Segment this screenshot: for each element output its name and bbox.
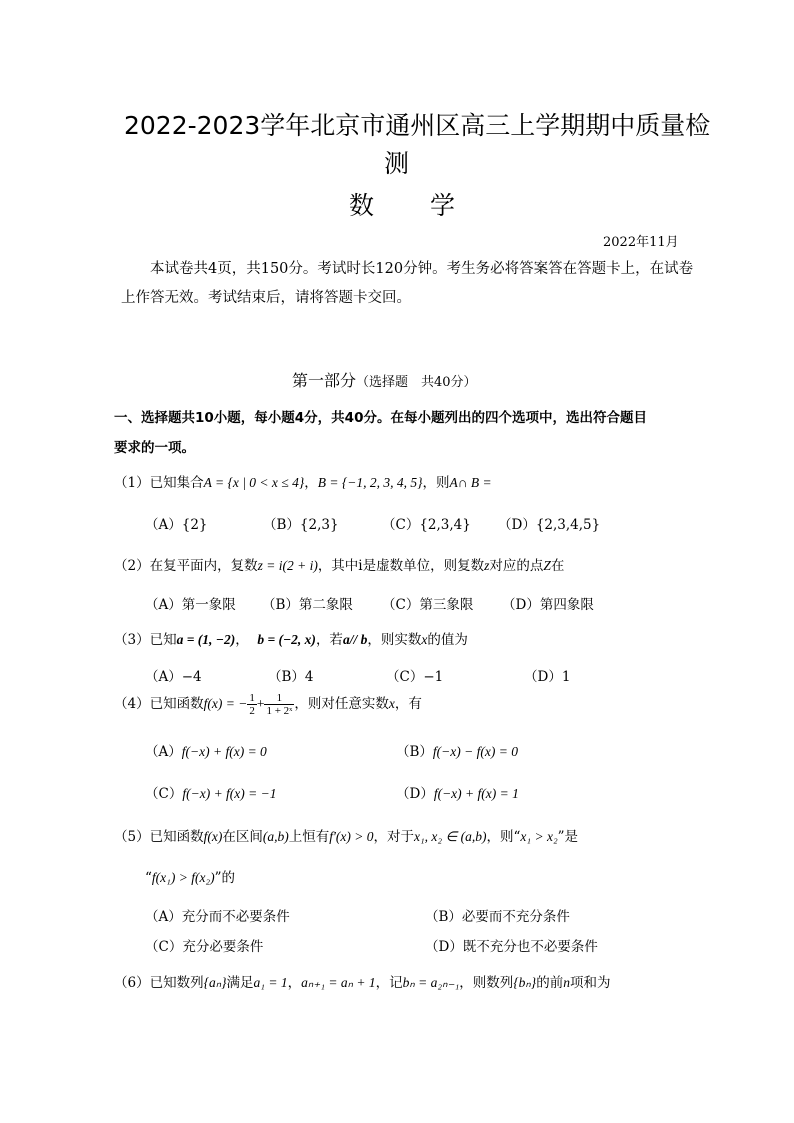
q4-option-d[interactable] [396,782,519,802]
q5-text-mid5: ”是 [557,829,579,845]
exam-title-line1: 2022-2023学年北京市通州区高三上学期期中质量检 [124,111,711,140]
q1-option-d[interactable]: （D）{2,3,4,5} [498,517,601,533]
q5-derivative: f′(x) > 0 [329,829,374,844]
q6-bn-def: bₙ = a₂ₙ₋₁ [402,975,460,990]
q5-text-mid3: ，对于 [373,829,414,845]
q4-option-b[interactable] [396,740,518,760]
q1-comma: ， [304,475,318,491]
q2-text-pre: 在复平面内，复数 [149,558,258,574]
q5-option-d[interactable]: （D）既不充分也不必要条件 [425,939,598,955]
q6-sequence-a: {aₙ} [203,975,227,990]
q2-option-b[interactable]: （B）第二象限 [262,597,353,613]
q1-text-post: ，则 [422,475,450,491]
q3-text-post: 的值为 [427,632,468,648]
q2-option-d[interactable]: （D）第四象限 [502,597,594,613]
q3-option-a[interactable]: （A）−4 [145,669,202,685]
q3-vector-a: a = (1, −2) [176,632,236,647]
q4-option-a[interactable] [145,740,267,760]
q4-option-a-label: （A） [145,744,182,760]
q2-z-def: z = i(2 + i) [257,558,318,573]
q4-x-var: x [388,696,395,711]
q5-line2-pre: “ [145,870,152,886]
q3-option-d[interactable]: （D）1 [524,669,571,685]
q3-parallel: a// b [342,632,368,647]
question-5 [114,825,578,845]
q3-text-mid2: ，则实数 [367,632,422,648]
q3-option-b[interactable]: （B）4 [268,669,314,685]
q6-text-mid2: ，记 [375,975,403,991]
q6-sequence-b: {bₙ} [513,975,537,990]
q3-x-var: x [421,632,428,647]
q5-option-b[interactable]: （B）必要而不充分条件 [425,909,570,925]
q4-fraction-1 [247,692,257,717]
q1-number: （1） [114,475,150,491]
q2-text-mid2: 对应的点 [489,558,544,574]
q4-fraction-1-num: 1 [249,692,255,704]
q4-text-post2: ，有 [394,696,422,712]
q5-xs: x₁, x₂ ∈ (a,b) [414,829,487,844]
part1-note: （选择题 共40分） [356,375,477,390]
exam-date: 2022年11月 [603,235,679,250]
q6-text-mid4: 的前 [536,975,564,991]
q4-fraction-1-den: 2 [249,705,255,717]
q6-sep: ， [287,975,302,991]
q1-set-b: B = {−1, 2, 3, 4, 5} [317,475,423,490]
q5-condition-1: x₁ > x₂ [520,829,558,844]
question-5-line2 [145,866,235,886]
exam-title-line2: 测 [384,149,410,178]
q1-set-a: A = {x | 0 < x ≤ 4} [203,475,305,490]
question-2 [114,554,564,574]
q3-number: （3） [114,632,150,648]
q6-recurrence: aₙ₊₁ = aₙ + 1 [301,975,376,990]
q5-text-pre: 已知函数 [149,829,204,845]
q4-option-c-expr: f(−x) + f(x) = −1 [182,786,277,801]
q4-option-b-expr: f(−x) − f(x) = 0 [432,744,518,759]
q6-text-mid3: ，则数列 [459,975,514,991]
part1-heading [292,368,477,391]
section1-line1: 一、选择题共10小题，每小题4分，共40分。在每小题列出的四个选项中，选出符合题目 [114,410,647,426]
intro-line2: 上作答无效。考试结束后，请将答题卡交回。 [121,290,411,306]
q5-interval: (a,b) [262,829,289,844]
q6-text-mid: 满足 [226,975,254,991]
q4-function: f(x) = − [203,696,248,711]
q4-option-c[interactable] [145,782,277,802]
question-3 [114,628,468,648]
q4-option-a-expr: f(−x) + f(x) = 0 [181,744,267,759]
q4-option-d-expr: f(−x) + f(x) = 1 [433,786,519,801]
q5-fx: f(x) [203,829,223,844]
q4-fraction-2 [264,692,294,717]
q3-text-pre: 已知 [149,632,177,648]
q3-option-c[interactable]: （C）−1 [386,669,444,685]
q4-fraction-2-den: 1 + 2ˣ [266,705,293,717]
q5-option-a[interactable]: （A）充分而不必要条件 [145,909,290,925]
q4-number: （4） [114,696,150,712]
q5-number: （5） [114,829,150,845]
q4-fraction-2-num: 1 [264,692,294,705]
q6-text-post: 项和为 [569,975,611,991]
q5-line2-post: ”的 [214,870,236,886]
question-4 [114,692,422,717]
q1-expression: A∩ B = [449,475,492,490]
q3-vector-b: b = (−2, x) [257,632,316,647]
q1-option-b[interactable]: （B）{2,3} [263,517,339,533]
q2-option-c[interactable]: （C）第三象限 [382,597,474,613]
q4-plus: + [256,696,265,711]
q4-option-b-label: （B） [396,744,433,760]
q2-text-post: 在 [550,558,565,574]
q3-text-mid: ，若 [315,632,343,648]
q4-text-pre: 已知函数 [149,696,204,712]
q2-text-mid: ，其中i是虚数单位，则复数 [317,558,485,574]
q3-sep: ， [235,632,249,648]
q4-text-post: ，则对任意实数 [294,696,389,712]
section1-line2: 要求的一项。 [114,440,195,456]
subject-title: 数 学 [349,191,458,220]
q4-option-d-label: （D） [396,786,434,802]
q2-z-var: z [484,558,490,573]
q6-n-var: n [563,975,570,990]
q5-text-mid2: 上恒有 [288,829,330,845]
q4-option-c-label: （C） [145,786,183,802]
q1-option-c[interactable]: （C）{2,3,4} [382,517,471,533]
q2-option-a[interactable]: （A）第一象限 [145,597,236,613]
q2-number: （2） [114,558,150,574]
q5-text-mid: 在区间 [222,829,263,845]
part1-title: 第一部分 [292,371,357,390]
q1-option-a[interactable]: （A）{2} [145,517,208,533]
q6-text-pre: 已知数列 [149,975,204,991]
question-1 [114,471,492,491]
q5-option-c[interactable]: （C）充分必要条件 [145,939,264,955]
q5-text-mid4: ，则“ [486,829,521,845]
q6-a1: a₁ = 1 [253,975,288,990]
intro-line1: 本试卷共4页，共150分。考试时长120分钟。考生务必将答案答在答题卡上，在试卷 [150,261,694,277]
question-6 [114,971,610,991]
q1-text-pre: 已知集合 [149,475,204,491]
q5-condition-2: f(x₁) > f(x₂) [151,870,215,885]
q6-number: （6） [114,975,150,991]
q2-point-var: Z [543,558,551,573]
